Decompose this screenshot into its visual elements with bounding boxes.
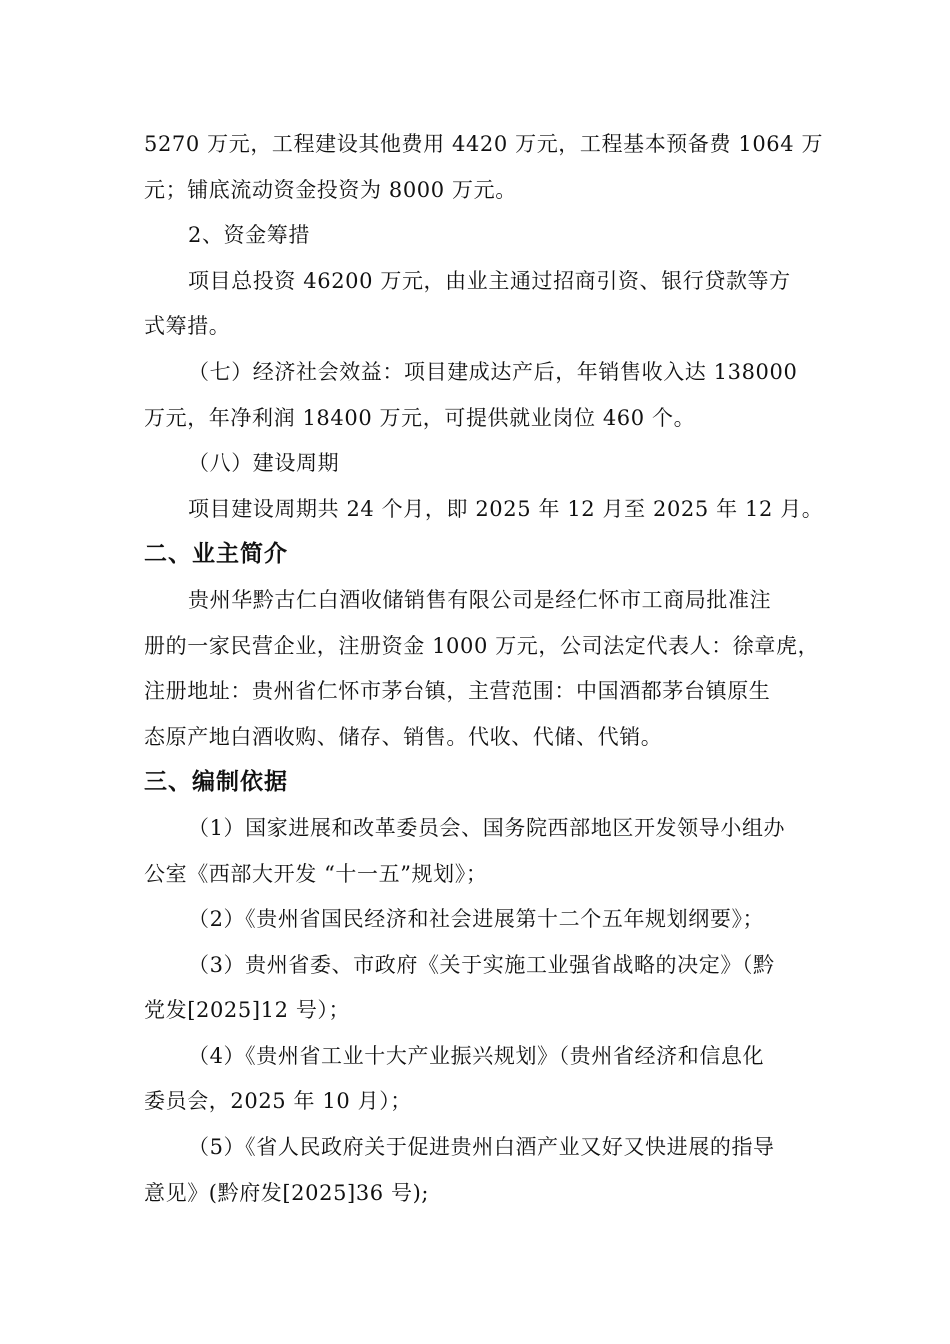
section-heading-basis: 三、编制依据 — [144, 769, 288, 796]
benefit-line-1: （七）经济社会效益：项目建成达产后，年销售收入达 138000 — [188, 359, 798, 384]
basis-item-3-line-1: （3）贵州省委、市政府《关于实施工业强省战略的决定》（黔 — [188, 952, 775, 977]
basis-item-4-line-1: （4）《贵州省工业十大产业振兴规划》（贵州省经济和信息化 — [188, 1043, 765, 1068]
owner-line-1: 贵州华黔古仁白酒收储销售有限公司是经仁怀市工商局批准注 — [188, 587, 772, 612]
basis-item-5-line-1: （5）《省人民政府关于促进贵州白酒产业又好又快进展的指导 — [188, 1135, 775, 1160]
owner-line-2: 册的一家民营企业，注册资金 1000 万元，公司法定代表人：徐章虎， — [144, 633, 820, 658]
funding-title: 2、资金筹措 — [188, 223, 310, 248]
basis-item-4-line-2: 委员会，2025 年 10 月）； — [144, 1089, 412, 1114]
basis-item-1-line-2: 公室《西部大开发 “十一五”规划》； — [144, 861, 488, 886]
document-body — [144, 122, 824, 1216]
investment-line-1: 5270 万元，工程建设其他费用 4420 万元，工程基本预备费 1064 万 — [144, 132, 824, 156]
owner-line-3: 注册地址：贵州省仁怀市茅台镇，主营范围：中国酒都茅台镇原生 — [144, 679, 771, 704]
basis-item-5-line-2: 意见》(黔府发[2025]36 号); — [144, 1180, 430, 1205]
investment-line-2: 元；铺底流动资金投资为 8000 万元。 — [144, 177, 517, 202]
basis-item-2-line-1: （2）《贵州省国民经济和社会进展第十二个五年规划纲要》； — [188, 907, 765, 932]
benefit-line-2: 万元，年净利润 18400 万元，可提供就业岗位 460 个。 — [144, 405, 696, 430]
period-title: （八）建设周期 — [188, 451, 340, 476]
owner-line-4: 态原产地白酒收购、储存、销售。代收、代储、代销。 — [144, 724, 663, 749]
funding-line-2: 式筹措。 — [144, 314, 231, 339]
basis-item-3-line-2: 党发[2025]12 号）； — [144, 998, 351, 1023]
section-heading-owner: 二、业主简介 — [144, 541, 288, 568]
period-body: 项目建设周期共 24 个月，即 2025 年 12 月至 2025 年 12 月。 — [188, 496, 824, 521]
basis-item-1-line-1: （1）国家进展和改革委员会、国务院西部地区开发领导小组办 — [188, 815, 786, 840]
funding-line-1: 项目总投资 46200 万元，由业主通过招商引资、银行贷款等方 — [188, 268, 791, 293]
